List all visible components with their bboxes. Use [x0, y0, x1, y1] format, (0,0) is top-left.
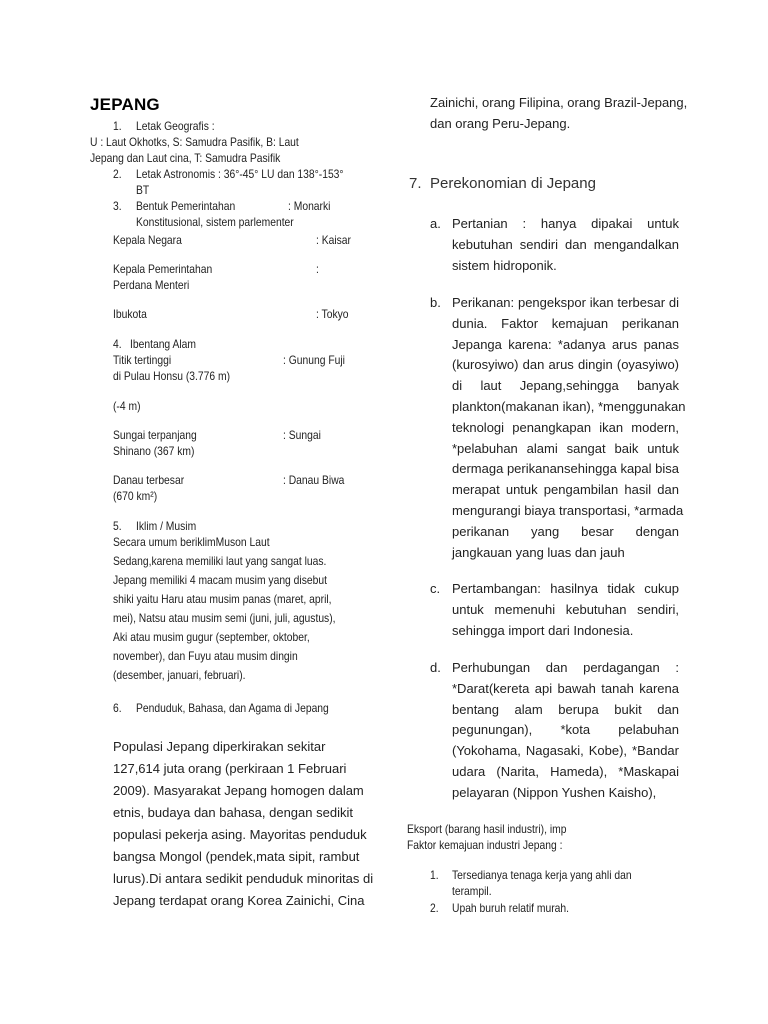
- item-d-line: *Darat(kereta api bawah tanah karena: [452, 680, 679, 696]
- list-number: 2.: [430, 901, 439, 915]
- letak-astronomis-line: BT: [136, 183, 150, 197]
- danau-value: : Danau Biwa: [283, 473, 345, 487]
- iklim-line: november), dan Fuyu atau musim dingin: [113, 649, 298, 663]
- faktor-heading: Faktor kemajuan industri Jepang :: [407, 838, 563, 852]
- bentang-alam-label: Ibentang Alam: [130, 337, 196, 351]
- populasi-line: 127,614 juta orang (perkiraan 1 Februari: [113, 761, 347, 776]
- iklim-line: Sedang,karena memiliki laut yang sangat luas.: [113, 554, 327, 568]
- penduduk-heading: Penduduk, Bahasa, dan Agama di Jepang: [136, 701, 329, 715]
- item-d-line: (Yokohama, Nagasaki, Kobe), *Bandar: [452, 743, 679, 759]
- list-number: 4.: [113, 337, 122, 351]
- populasi-line: 2009). Masyarakat Jepang homogen dalam: [113, 783, 364, 798]
- faktor-item-line: Tersedianya tenaga kerja yang ahli dan: [452, 868, 632, 882]
- item-b-line: (kurosyiwo) dan arus dingin (oyasyiwo): [452, 357, 679, 373]
- danau-label: Danau terbesar: [113, 473, 185, 487]
- item-b-line: teknologi penangkapan ikan modern,: [452, 419, 679, 435]
- item-letter: a.: [430, 216, 441, 231]
- kepala-pemerintahan-value: :: [316, 262, 319, 276]
- bentuk-pemerintahan-value: : Monarki: [288, 199, 331, 213]
- eksport-line: Eksport (barang hasil industri), imp: [407, 822, 567, 836]
- kepala-pemerintahan-label: Kepala Pemerintahan: [113, 262, 213, 276]
- item-d-paragraph: [452, 658, 679, 804]
- iklim-line: Jepang memiliki 4 macam musim yang disebut: [113, 573, 327, 587]
- item-letter: b.: [430, 295, 441, 310]
- titik-terendah: (-4 m): [113, 399, 141, 413]
- item-b-line: merapat untuk pengambilan hasil dan: [452, 482, 679, 498]
- item-b-line: di laut Jepang,sehingga banyak: [452, 378, 679, 394]
- continuation-line: Zainichi, orang Filipina, orang Brazil-Jepang,: [430, 95, 688, 110]
- kepala-pemerintahan-line: Perdana Menteri: [113, 278, 190, 292]
- ibukota-value: : Tokyo: [316, 307, 349, 321]
- item-d-line: bentang alam berupa bukit dan: [452, 701, 679, 717]
- kepala-negara-value: : Kaisar: [316, 233, 351, 247]
- continuation-line: dan orang Peru-Jepang.: [430, 116, 571, 131]
- item-b-line: Perikanan: pengekspor ikan terbesar di: [452, 295, 679, 310]
- letak-astronomis-line: Letak Astronomis : 36°-45° LU dan 138°-153°: [136, 167, 344, 181]
- iklim-line: (desember, januari, februari).: [113, 668, 246, 682]
- list-number: 5.: [113, 519, 122, 533]
- list-number: 1.: [113, 119, 122, 133]
- item-c-line: untuk memenuhi kebutuhan sendiri,: [452, 601, 679, 617]
- section-title: Perekonomian di Jepang: [430, 175, 596, 192]
- item-a-line: kebutuhan sendiri dan mengandalkan: [452, 236, 679, 252]
- list-number: 2.: [113, 167, 122, 181]
- ibukota-label: Ibukota: [113, 307, 147, 321]
- item-b-line: Jepanga karena: *adanya arus panas: [452, 336, 679, 352]
- populasi-line: Populasi Jepang diperkirakan sekitar: [113, 739, 326, 754]
- item-c-paragraph: [452, 579, 679, 641]
- item-b-line: plankton(makanan ikan), *menggunakan: [452, 398, 686, 414]
- item-b-line: perikanan yang besar dengan: [452, 523, 679, 539]
- letak-geografis-line: Jepang dan Laut cina, T: Samudra Pasifik: [90, 151, 281, 165]
- item-b-line: *pelabuhan alami sangat baik untuk: [452, 440, 679, 456]
- populasi-line: bangsa Mongol (pendek,mata sipit, rambut: [113, 849, 360, 864]
- item-d-line: pelayaran (Nippon Yushen Kaisho),: [452, 784, 657, 800]
- iklim-line: Aki atau musim gugur (september, oktober,: [113, 630, 310, 644]
- item-b-line: mengurangi biaya transportasi, *armada: [452, 502, 684, 518]
- sungai-value: : Sungai: [283, 428, 321, 442]
- titik-tertinggi-label: Titik tertinggi: [113, 353, 172, 367]
- page-title: JEPANG: [90, 95, 160, 114]
- list-number: 3.: [113, 199, 122, 213]
- letak-geografis-line: U : Laut Okhotks, S: Samudra Pasifik, B: Laut: [90, 135, 299, 149]
- bentuk-pemerintahan-label: Bentuk Pemerintahan: [136, 199, 236, 213]
- titik-tertinggi-line: di Pulau Honsu (3.776 m): [113, 369, 231, 383]
- list-number: 6.: [113, 701, 122, 715]
- item-b-paragraph: [452, 293, 686, 563]
- iklim-line: mei), Natsu atau musim semi (juni, juli, agustus),: [113, 611, 336, 625]
- item-b-line: dunia. Faktor kemajuan perikanan: [452, 315, 679, 331]
- item-a-line: Pertanian : hanya dipakai untuk: [452, 216, 679, 231]
- item-b-line: jangkauan yang luas dan jauh: [452, 544, 625, 560]
- faktor-item-line: Upah buruh relatif murah.: [452, 901, 570, 915]
- iklim-line: Secara umum beriklimMuson Laut: [113, 535, 270, 549]
- faktor-item-line: terampil.: [452, 884, 492, 898]
- sungai-line: Shinano (367 km): [113, 444, 195, 458]
- bentuk-pemerintahan-line: Konstitusional, sistem parlementer: [136, 215, 294, 229]
- populasi-line: lurus).Di antara sedikit penduduk minoritas di: [113, 871, 374, 886]
- populasi-line: populasi pekerja asing. Mayoritas penduduk: [113, 827, 367, 842]
- letak-geografis-label: Letak Geografis :: [136, 119, 215, 133]
- section-number: 7.: [409, 175, 422, 192]
- populasi-line: Jepang terdapat orang Korea Zainichi, Cina: [113, 893, 365, 908]
- item-letter: c.: [430, 581, 441, 596]
- item-a-paragraph: [452, 214, 679, 276]
- item-a-line: sistem hidroponik.: [452, 257, 557, 273]
- iklim-label: Iklim / Musim: [136, 519, 197, 533]
- item-letter: d.: [430, 660, 441, 675]
- item-d-line: Perhubungan dan perdagangan :: [452, 660, 679, 675]
- sungai-label: Sungai terpanjang: [113, 428, 197, 442]
- item-c-line: Pertambangan: hasilnya tidak cukup: [452, 581, 679, 596]
- kepala-negara-label: Kepala Negara: [113, 233, 182, 247]
- populasi-line: etnis, budaya dan bahasa, dengan sedikit: [113, 805, 353, 820]
- item-b-line: dermaga perikanansehingga kapal bisa: [452, 461, 679, 477]
- item-d-line: pegunungan), *kota pelabuhan: [452, 722, 679, 738]
- iklim-line: shiki yaitu Haru atau musim panas (maret, april,: [113, 592, 332, 606]
- danau-line: (670 km²): [113, 489, 158, 503]
- item-c-line: sehingga import dari Indonesia.: [452, 622, 634, 638]
- item-d-line: udara (Narita, Hameda), *Maskapai: [452, 763, 679, 779]
- list-number: 1.: [430, 868, 439, 882]
- titik-tertinggi-value: : Gunung Fuji: [283, 353, 345, 367]
